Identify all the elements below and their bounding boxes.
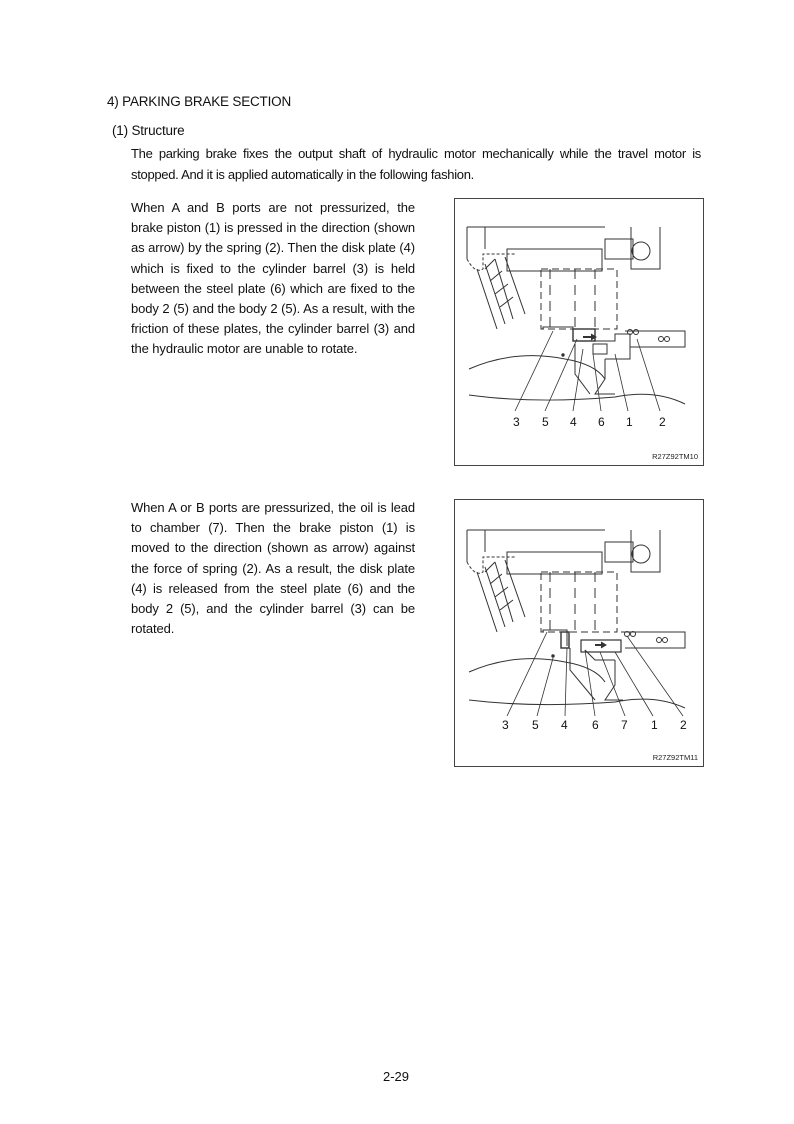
callout-label: 2 <box>659 415 666 429</box>
callout-label: 4 <box>561 718 568 732</box>
callout-label: 5 <box>542 415 549 429</box>
paragraph-not-pressurized: When A and B ports are not pressurized, the brake piston (1) is pressed in the direction (shown as arrow) by the spring (2). Then the disk plate (4) which is fixed to the cylinder barrel (3) is held between the steel plate (6) which are fixed to the body 2 (5) and the body 2 (5). As a result, with the friction of these plates, the cylinder barrel (3) and the hydraulic motor are unable to rotate. <box>131 200 415 357</box>
intro-paragraph: The parking brake fixes the output shaft of hydraulic motor mechanically while the travel motor is stopped. And it is applied automatically in the following fashion. <box>131 146 701 182</box>
callout-label: 4 <box>570 415 577 429</box>
page-number: 2-29 <box>383 1069 410 1084</box>
callout-label: 6 <box>592 718 599 732</box>
figure-code: R27Z92TM10 <box>652 452 698 461</box>
parking-brake-figure-2 <box>454 499 704 767</box>
callout-label: 3 <box>513 415 520 429</box>
callout-label: 1 <box>626 415 633 429</box>
callout-label: 5 <box>532 718 539 732</box>
brake-section-drawing-2 <box>455 500 703 766</box>
figure-code: R27Z92TM11 <box>652 753 698 762</box>
callout-label: 3 <box>502 718 509 732</box>
section-title: 4) PARKING BRAKE SECTION <box>107 94 291 109</box>
subsection-title: (1) Structure <box>112 123 185 138</box>
callout-label: 6 <box>598 415 605 429</box>
callout-label: 1 <box>651 718 658 732</box>
callout-label: 7 <box>621 718 628 732</box>
parking-brake-figure-1 <box>454 198 704 466</box>
callout-label: 2 <box>680 718 687 732</box>
paragraph-pressurized: When A or B ports are pressurized, the oil is lead to chamber (7). Then the brake piston (1) is moved to the direction (shown as arrow) against the force of spring (2). As a result, the disk plate (4) is released from the steel plate (6) and the body 2 (5), and the cylinder barrel (3) can be rotated. <box>131 500 415 637</box>
